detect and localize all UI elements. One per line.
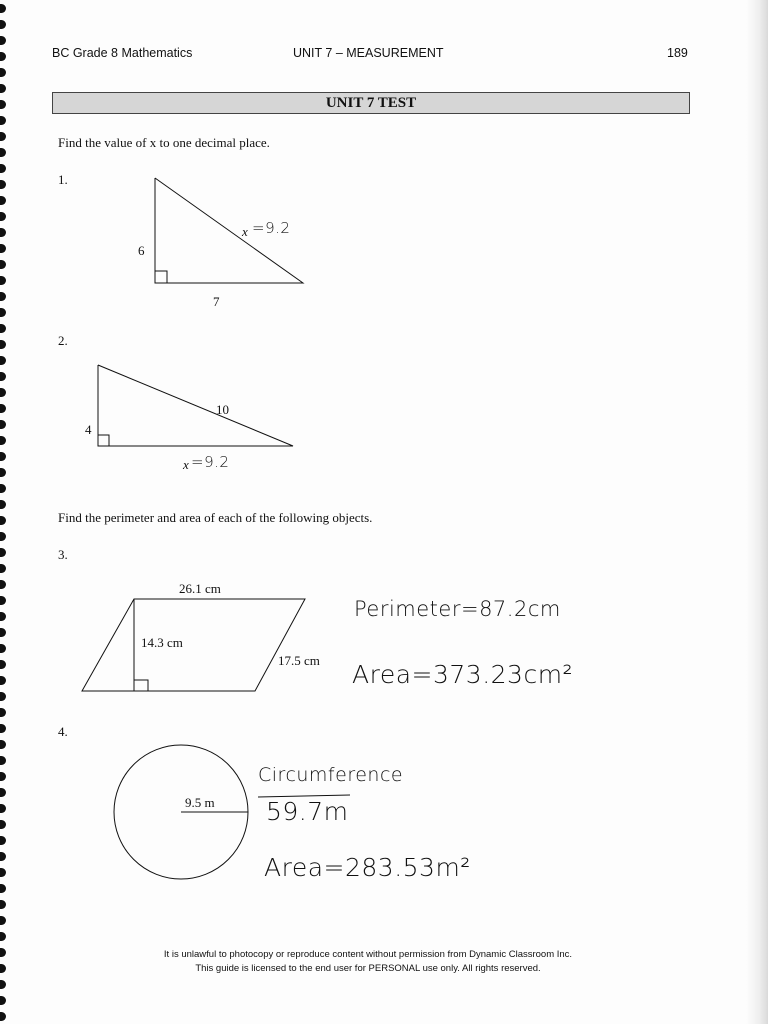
q3-height: 14.3 cm — [141, 635, 183, 650]
q1-hyp-label: x — [242, 224, 248, 239]
q2-vertical-leg: 4 — [85, 422, 92, 437]
copyright-line-1: It is unlawful to photocopy or reproduce content without permission from Dynamic Classroom Inc. — [163, 949, 573, 960]
q4-radius: 9.5 m — [185, 795, 215, 810]
test-title: UNIT 7 TEST — [52, 92, 690, 114]
q4-circumference-label: Circumference — [258, 764, 404, 786]
question-1-number: 1. — [58, 172, 68, 187]
instruction-1: Find the value of x to one decimal place. — [58, 135, 270, 150]
q2-answer: =9.2 — [191, 453, 230, 471]
q3-perimeter-answer: Perimeter=87.2cm — [354, 597, 561, 621]
page-number: 189 — [667, 46, 688, 60]
book-title: BC Grade 8 Mathematics — [52, 46, 193, 60]
q2-base-label: x — [183, 457, 189, 472]
unit-name: UNIT 7 – MEASUREMENT — [293, 46, 444, 60]
copyright-line-2: This guide is licensed to the end user for PERSONAL use only. All rights reserved. — [195, 963, 541, 974]
question-3-number: 3. — [58, 547, 68, 562]
q4-circumference-answer: 59.7m — [266, 797, 349, 826]
q1-answer: =9.2 — [252, 219, 291, 237]
question-4-number: 4. — [58, 724, 68, 739]
question-2-number: 2. — [58, 333, 68, 348]
q3-top-side: 26.1 cm — [179, 581, 221, 596]
q4-area-answer: Area=283.53m² — [264, 853, 471, 882]
q3-area-answer: Area=373.23cm² — [352, 660, 574, 689]
instruction-2: Find the perimeter and area of each of the following objects. — [58, 510, 373, 525]
q1-horizontal-leg: 7 — [213, 294, 220, 309]
q1-vertical-leg: 6 — [138, 243, 145, 258]
q2-hypotenuse: 10 — [216, 402, 229, 417]
q3-slant-side: 17.5 cm — [278, 653, 320, 668]
